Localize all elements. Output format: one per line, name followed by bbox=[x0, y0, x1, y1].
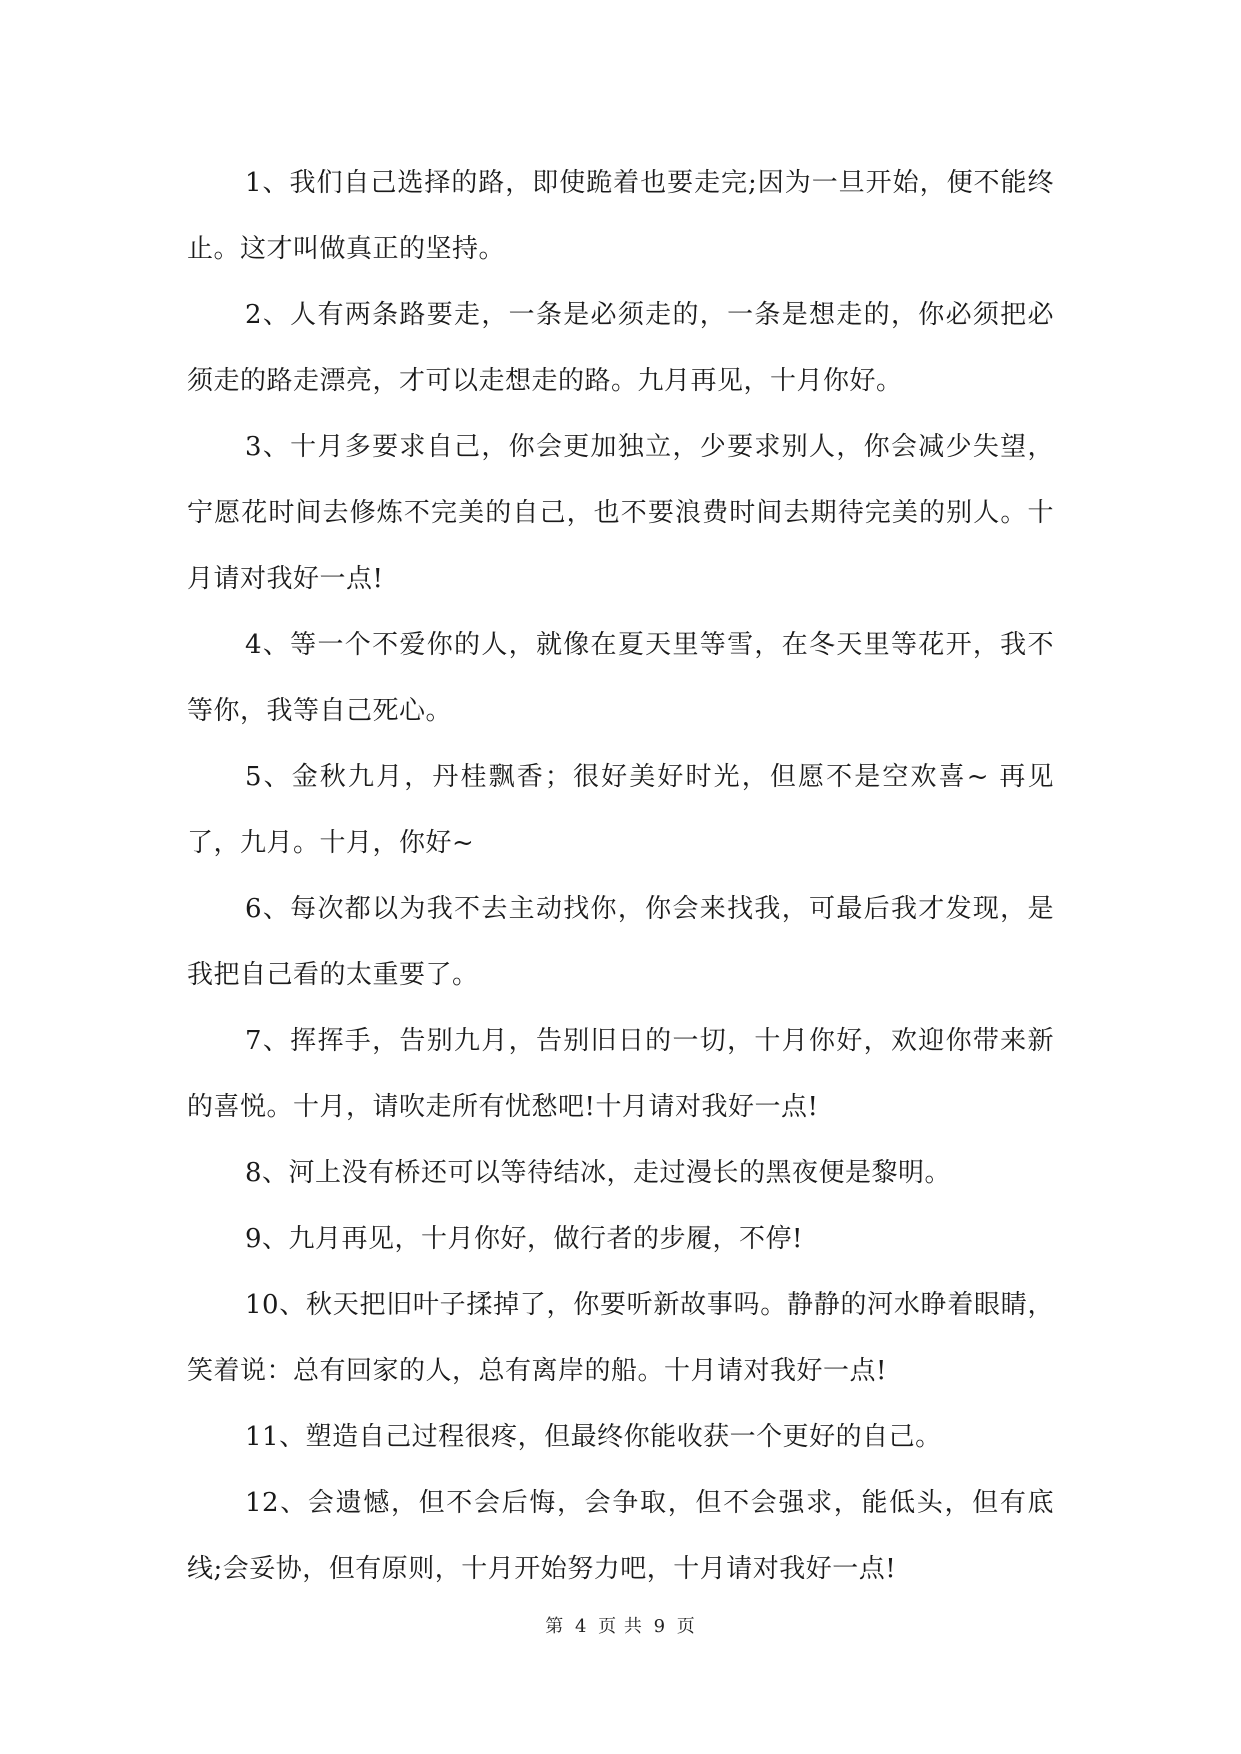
footer-middle: 页 共 bbox=[598, 1616, 643, 1637]
paragraph-6: 6、每次都以为我不去主动找你，你会来找我，可最后我才发现，是我把自己看的太重要了。 bbox=[187, 894, 1054, 990]
paragraph-2: 2、人有两条路要走，一条是必须走的，一条是想走的，你必须把必须走的路走漂亮，才可以走想走的路。九月再见，十月你好。 bbox=[187, 300, 1054, 396]
paragraph-12: 12、会遗憾，但不会后悔，会争取，但不会强求，能低头，但有底线;会妥协，但有原则，十月开始努力吧，十月请对我好一点! bbox=[187, 1488, 1054, 1584]
paragraph-5: 5、金秋九月，丹桂飘香；很好美好时光，但愿不是空欢喜~ 再见了，九月。十月，你好~ bbox=[187, 762, 1054, 858]
footer-suffix: 页 bbox=[676, 1616, 696, 1637]
footer-total-pages: 9 bbox=[653, 1616, 667, 1637]
paragraph-8: 8、河上没有桥还可以等待结冰，走过漫长的黑夜便是黎明。 bbox=[245, 1158, 952, 1188]
paragraph-3: 3、十月多要求自己，你会更加独立，少要求别人，你会减少失望，宁愿花时间去修炼不完美的自己，也不要浪费时间去期待完美的别人。十月请对我好一点! bbox=[187, 432, 1054, 594]
paragraph-11: 11、塑造自己过程很疼，但最终你能收获一个更好的自己。 bbox=[245, 1422, 942, 1452]
paragraph-9: 9、九月再见，十月你好，做行者的步履，不停! bbox=[245, 1224, 803, 1254]
document-body bbox=[187, 150, 1054, 1602]
footer-prefix: 第 bbox=[545, 1616, 565, 1637]
paragraph-1: 1、我们自己选择的路，即使跪着也要走完;因为一旦开始，便不能终止。这才叫做真正的坚持。 bbox=[187, 168, 1054, 264]
page-footer bbox=[0, 1612, 1241, 1638]
footer-current-page: 4 bbox=[574, 1616, 588, 1637]
paragraph-4: 4、等一个不爱你的人，就像在夏天里等雪，在冬天里等花开，我不等你，我等自己死心。 bbox=[187, 630, 1054, 726]
paragraph-10: 10、秋天把旧叶子揉掉了，你要听新故事吗。静静的河水睁着眼睛，笑着说：总有回家的人，总有离岸的船。十月请对我好一点! bbox=[187, 1290, 1054, 1386]
paragraph-7: 7、挥挥手，告别九月，告别旧日的一切，十月你好，欢迎你带来新的喜悦。十月，请吹走所有忧愁吧!十月请对我好一点! bbox=[187, 1026, 1054, 1122]
